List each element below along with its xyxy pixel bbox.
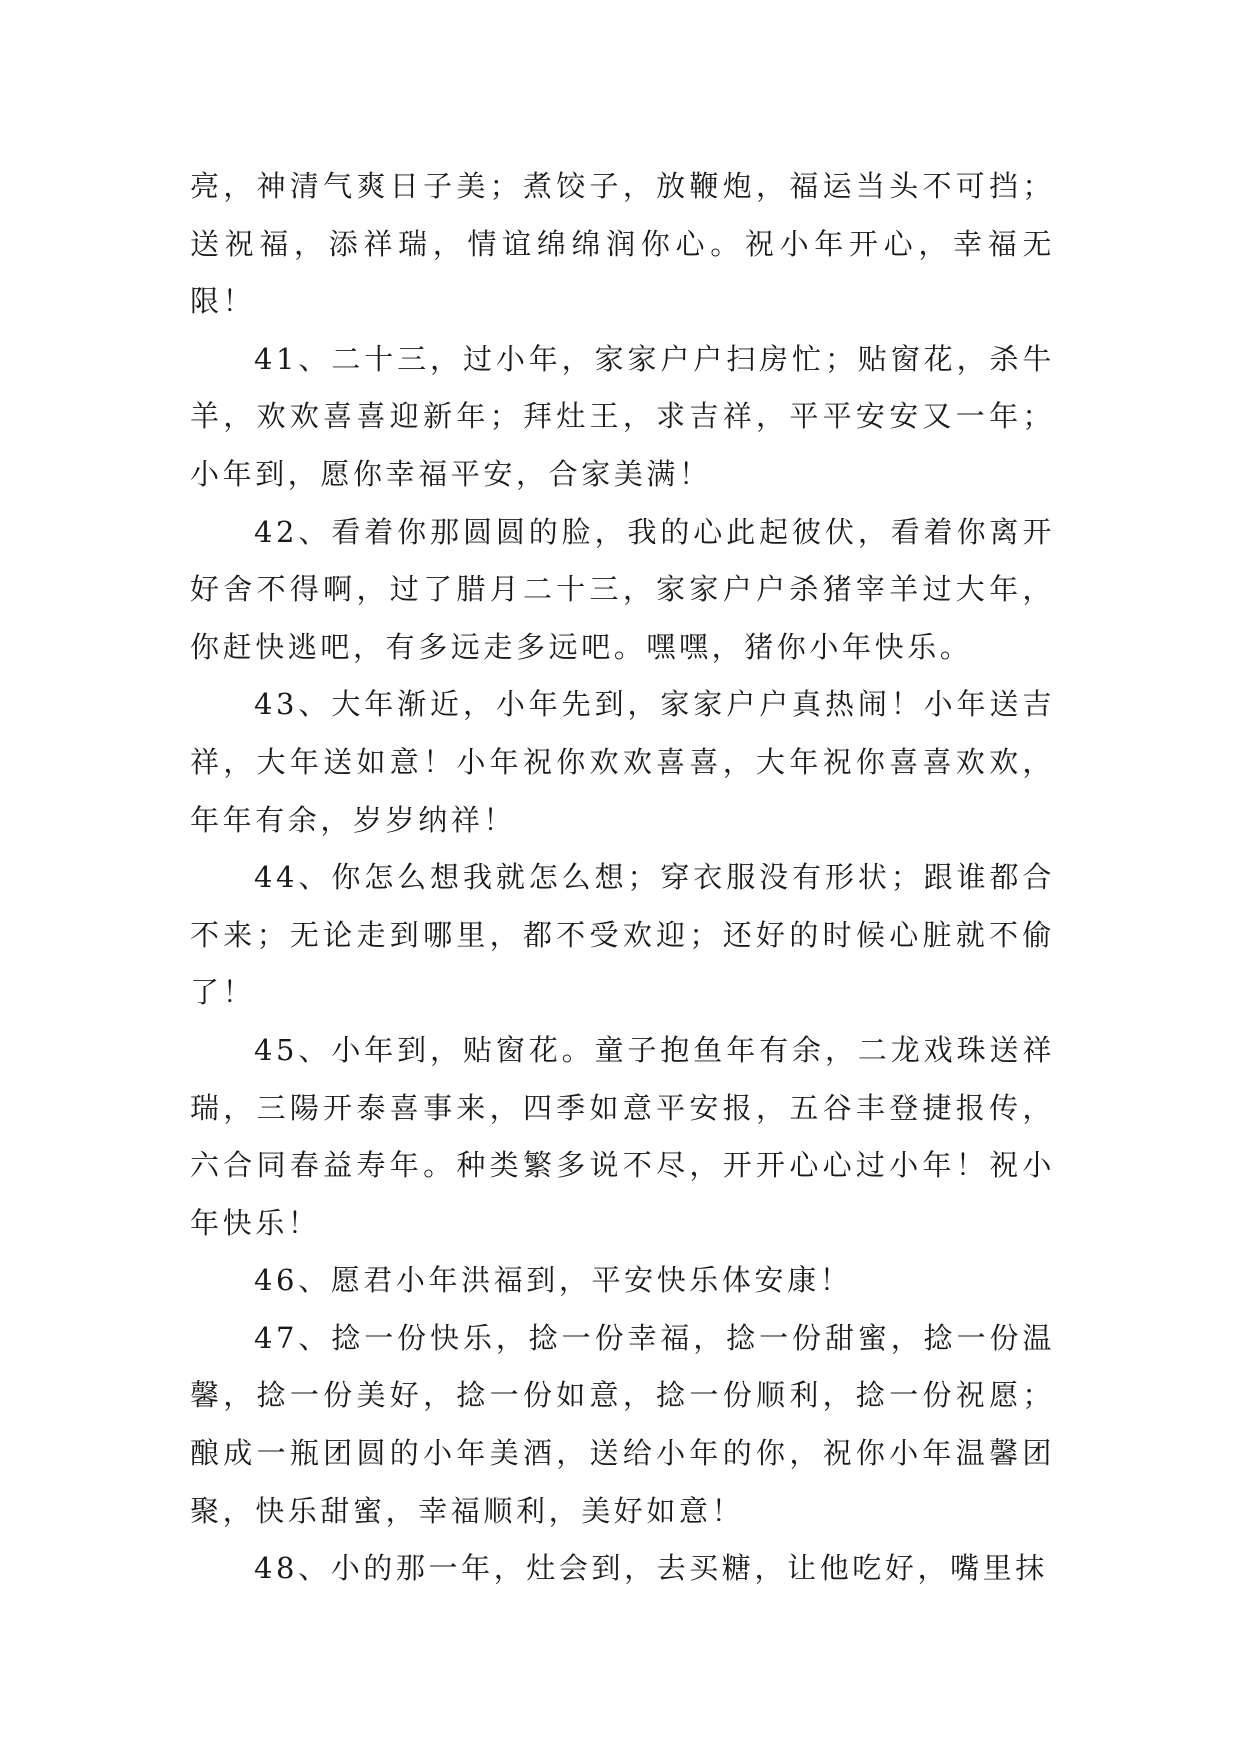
paragraph-42: 42、看着你那圆圆的脸，我的心此起彼伏，看着你离开好舍不得啊，过了腊月二十三，家家户户杀猪宰羊过大年，你赶快逃吧，有多远走多远吧。嘿嘿，猪你小年快乐。 bbox=[190, 514, 1055, 664]
paragraph-43: 43、大年渐近，小年先到，家家户户真热闹！小年送吉祥，大年送如意！小年祝你欢欢喜喜，大年祝你喜喜欢欢，年年有余，岁岁纳祥！ bbox=[190, 687, 1055, 837]
continuation-paragraph: 亮，神清气爽日子美；煮饺子，放鞭炮，福运当头不可挡；送祝福，添祥瑞，情谊绵绵润你心。祝小年开心，幸福无限！ bbox=[190, 169, 1055, 319]
paragraph-48: 48、小的那一年，灶会到，去买糖，让他吃好，嘴里抹 bbox=[254, 1551, 1048, 1586]
paragraph-45: 45、小年到，贴窗花。童子抱鱼年有余，二龙戏珠送祥瑞，三陽开泰喜事来，四季如意平安报，五谷丰登捷报传，六合同春益寿年。种类繁多说不尽，开开心心过小年！祝小年快乐！ bbox=[190, 1032, 1055, 1240]
paragraph-46: 46、愿君小年洪福到，平安快乐体安康！ bbox=[254, 1263, 853, 1298]
paragraph-44: 44、你怎么想我就怎么想；穿衣服没有形状；跟谁都合不来；无论走到哪里，都不受欢迎；还好的时候心脏就不偷了！ bbox=[190, 860, 1055, 1010]
document-page bbox=[190, 158, 1055, 1598]
paragraph-47: 47、捻一份快乐，捻一份幸福，捻一份甜蜜，捻一份温馨，捻一份美好，捻一份如意，捻一份顺利，捻一份祝愿；酿成一瓶团圆的小年美酒，送给小年的你，祝你小年温馨团聚，快乐甜蜜，幸福顺利，美好如意！ bbox=[190, 1320, 1055, 1528]
paragraph-41: 41、二十三，过小年，家家户户扫房忙；贴窗花，杀牛羊，欢欢喜喜迎新年；拜灶王，求吉祥，平平安安又一年；小年到，愿你幸福平安，合家美满！ bbox=[190, 341, 1055, 491]
